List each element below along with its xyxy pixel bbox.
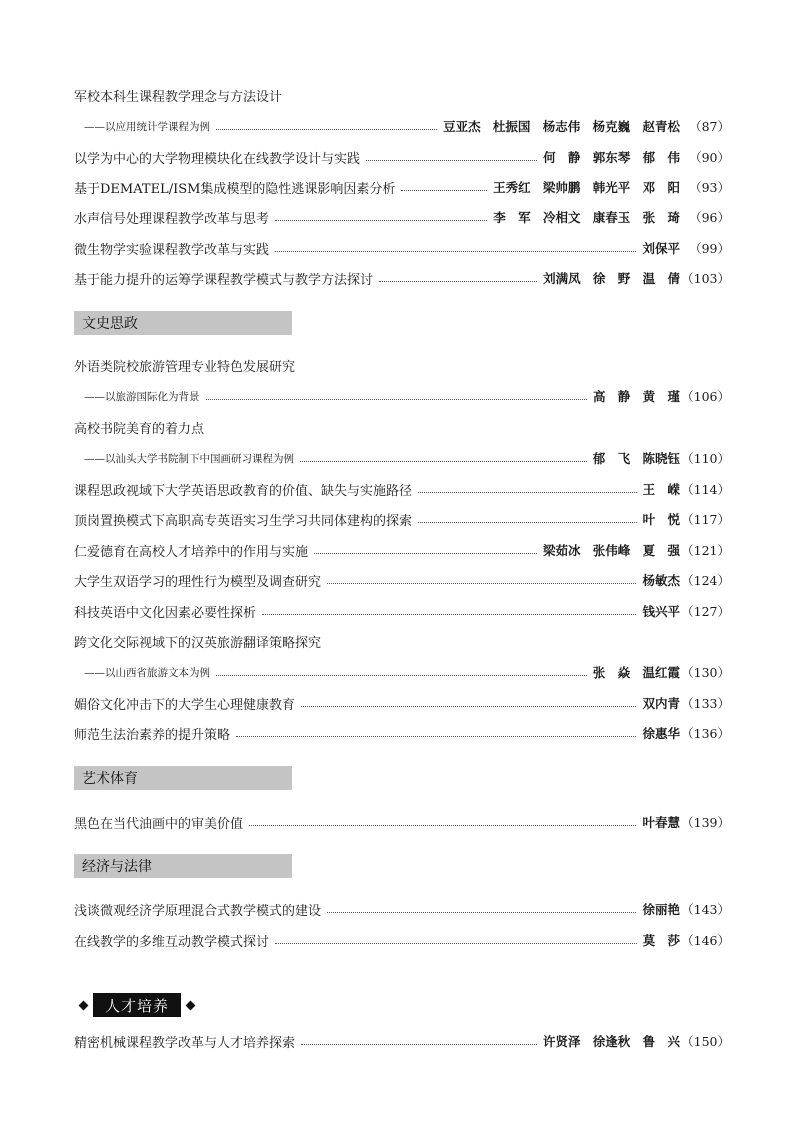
toc-entry xyxy=(74,267,730,289)
entry-title: 浅谈微观经济学原理混合式教学模式的建设 xyxy=(74,903,322,919)
diamond-icon xyxy=(186,1000,196,1010)
entry-page: （130） xyxy=(681,665,730,680)
entry-authors: 许贤泽 徐逢秋 鲁 兴 xyxy=(542,1034,680,1049)
toc-entry-subtitle xyxy=(84,447,730,469)
dot-leader xyxy=(401,190,487,191)
entry-authors: 徐惠华 xyxy=(642,726,680,741)
toc-entry xyxy=(74,600,730,622)
dot-leader xyxy=(249,825,636,826)
dot-leader xyxy=(366,160,537,161)
entry-authors: 梁茹冰 张伟峰 夏 强 xyxy=(542,543,680,558)
entry-page: （110） xyxy=(681,451,730,466)
entry-page: （133） xyxy=(681,696,730,711)
toc-entry xyxy=(74,811,730,833)
dot-leader xyxy=(418,492,637,493)
toc-entry xyxy=(74,84,730,106)
entry-page: （93） xyxy=(689,180,730,195)
entry-page: （121） xyxy=(681,543,730,558)
entry-title: 水声信号处理课程教学改革与思考 xyxy=(74,211,270,227)
toc-entry xyxy=(74,237,730,259)
entry-authors: 王 嵘 xyxy=(642,482,680,497)
dot-leader xyxy=(275,943,637,944)
diamond-icon xyxy=(79,1000,89,1010)
entry-title: 大学生双语学习的理性行为模型及调查研究 xyxy=(74,574,322,590)
entry-page: （139） xyxy=(681,815,730,830)
entry-page: （96） xyxy=(689,210,730,225)
toc-entry xyxy=(74,898,730,920)
toc-entry-subtitle xyxy=(84,385,730,407)
toc-entry xyxy=(74,539,730,561)
entry-page: （106） xyxy=(681,389,730,404)
entry-authors: 李 军 冷相文 康春玉 张 琦 xyxy=(493,210,680,225)
entry-title: 科技英语中文化因素必要性探析 xyxy=(74,605,257,621)
entry-authors: 徐丽艳 xyxy=(642,902,680,917)
dot-leader xyxy=(216,129,437,130)
entry-page: （87） xyxy=(689,119,730,134)
section-header: 经济与法律 xyxy=(74,854,292,878)
dot-leader xyxy=(301,706,636,707)
dot-leader xyxy=(206,399,587,400)
dot-leader xyxy=(216,675,587,676)
entry-title: 在线教学的多维互动教学模式探讨 xyxy=(74,934,270,950)
toc-entry xyxy=(74,176,730,198)
dot-leader xyxy=(301,1044,537,1045)
entry-authors: 张 焱 温红霞 xyxy=(592,665,680,680)
dot-leader xyxy=(327,912,636,913)
toc-entry xyxy=(74,206,730,228)
entry-title: 媚俗文化冲击下的大学生心理健康教育 xyxy=(74,697,296,713)
dot-leader xyxy=(314,553,537,554)
entry-authors: 叶 悦 xyxy=(642,512,680,527)
entry-title: 跨文化交际视域下的汉英旅游翻译策略探究 xyxy=(74,635,322,651)
toc-entry xyxy=(74,569,730,591)
entry-authors: 刘保平 xyxy=(642,241,680,256)
section-header-featured xyxy=(74,992,200,1018)
entry-authors: 豆亚杰 杜振国 杨志伟 杨克巍 赵青松 xyxy=(443,119,680,134)
section-header: 艺术体育 xyxy=(74,766,292,790)
entry-authors: 何 静 郭东琴 郁 伟 xyxy=(543,150,680,165)
entry-authors: 叶春慧 xyxy=(642,815,680,830)
toc-entry-subtitle xyxy=(84,115,730,137)
dot-leader xyxy=(275,251,636,252)
toc-entry xyxy=(74,354,730,376)
entry-title: 师范生法治素养的提升策略 xyxy=(74,727,231,743)
dot-leader xyxy=(300,461,587,462)
section-header: 文史思政 xyxy=(74,311,292,335)
toc-entry-subtitle xyxy=(84,661,730,683)
entry-title: 高校书院美育的着力点 xyxy=(74,421,205,437)
entry-title: ——以山西省旅游文本为例 xyxy=(84,666,210,679)
entry-title: 精密机械课程教学改革与人才培养探索 xyxy=(74,1035,296,1051)
entry-title: 课程思政视域下大学英语思政教育的价值、缺失与实施路径 xyxy=(74,483,413,499)
entry-authors: 莫 莎 xyxy=(642,933,680,948)
toc-entry xyxy=(74,692,730,714)
toc-entry xyxy=(74,722,730,744)
entry-authors: 郁 飞 陈晓钰 xyxy=(592,451,680,466)
entry-authors: 钱兴平 xyxy=(642,604,680,619)
entry-page: （99） xyxy=(689,241,730,256)
section-header-label: 人才培养 xyxy=(93,993,181,1017)
entry-page: （143） xyxy=(681,902,730,917)
entry-page: （127） xyxy=(681,604,730,619)
toc-entry xyxy=(74,1030,730,1052)
entry-page: （136） xyxy=(681,726,730,741)
entry-page: （90） xyxy=(689,150,730,165)
entry-title: 外语类院校旅游管理专业特色发展研究 xyxy=(74,359,296,375)
entry-page: （103） xyxy=(681,271,730,286)
entry-authors: 高 静 黄 瑾 xyxy=(592,389,680,404)
entry-title: 黑色在当代油画中的审美价值 xyxy=(74,816,244,832)
dot-leader xyxy=(275,220,487,221)
toc-entry xyxy=(74,630,730,652)
entry-title: 基于DEMATEL/ISM集成模型的隐性逃课影响因素分析 xyxy=(74,181,396,197)
entry-authors: 刘满凤 徐 野 温 倩 xyxy=(543,271,680,286)
entry-authors: 杨敏杰 xyxy=(642,573,680,588)
entry-authors: 王秀红 梁帅鹏 韩光平 邓 阳 xyxy=(493,180,680,195)
dot-leader xyxy=(418,522,637,523)
toc-entry xyxy=(74,508,730,530)
entry-title: ——以旅游国际化为背景 xyxy=(84,390,200,403)
entry-title: ——以应用统计学课程为例 xyxy=(84,120,210,133)
entry-title: 仁爱德育在高校人才培养中的作用与实施 xyxy=(74,544,309,560)
entry-authors: 双内青 xyxy=(642,696,680,711)
toc-entry xyxy=(74,478,730,500)
toc-entry xyxy=(74,929,730,951)
entry-title: 基于能力提升的运筹学课程教学模式与教学方法探讨 xyxy=(74,272,374,288)
entry-title: 微生物学实验课程教学改革与实践 xyxy=(74,242,270,258)
entry-title: 以学为中心的大学物理模块化在线教学设计与实践 xyxy=(74,151,361,167)
dot-leader xyxy=(236,736,636,737)
dot-leader xyxy=(262,614,636,615)
entry-page: （114） xyxy=(681,482,730,497)
dot-leader xyxy=(379,281,537,282)
entry-title: 军校本科生课程教学理念与方法设计 xyxy=(74,89,283,105)
entry-page: （117） xyxy=(681,512,730,527)
entry-title: 顶岗置换模式下高职高专英语实习生学习共同体建构的探索 xyxy=(74,513,413,529)
entry-page: （150） xyxy=(681,1034,730,1049)
toc-entry xyxy=(74,146,730,168)
toc-entry xyxy=(74,416,730,438)
entry-page: （124） xyxy=(681,573,730,588)
entry-title: ——以汕头大学书院制下中国画研习课程为例 xyxy=(84,452,294,465)
entry-page: （146） xyxy=(681,933,730,948)
dot-leader xyxy=(327,583,636,584)
